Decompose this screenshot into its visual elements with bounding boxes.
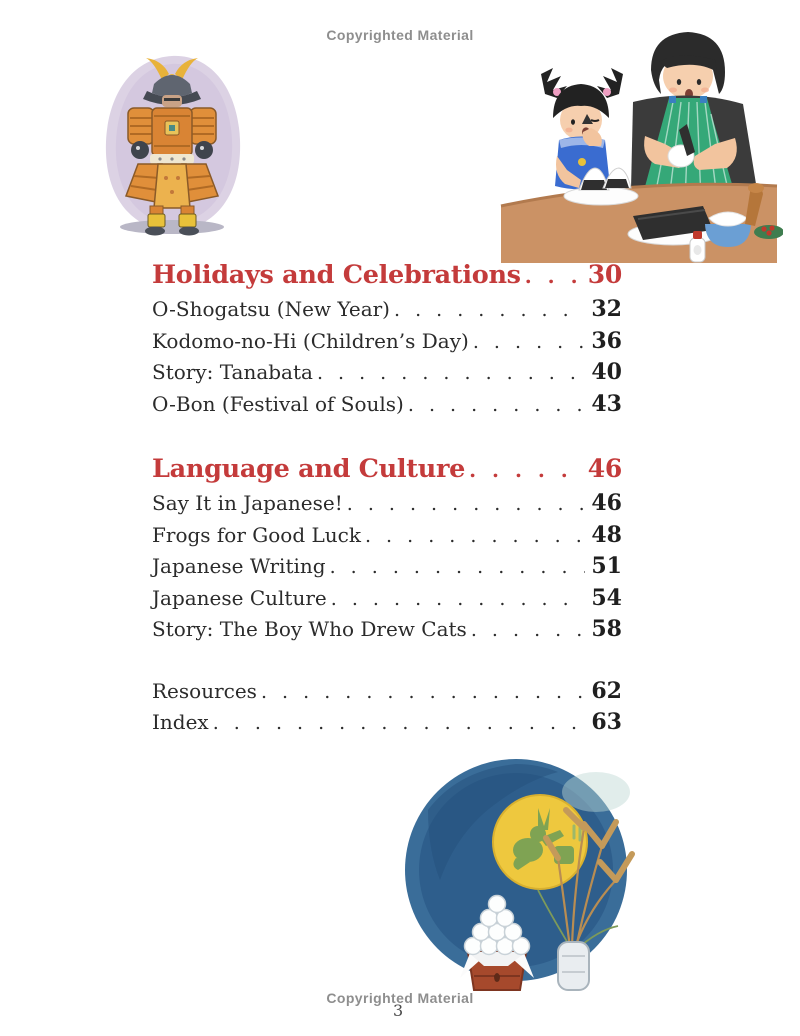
toc-entry xyxy=(152,551,622,583)
toc-section-holidays xyxy=(152,256,622,420)
toc-heading xyxy=(152,450,622,488)
toc-entry-page: 43 xyxy=(591,390,622,417)
samurai-armor-illustration xyxy=(92,50,252,240)
toc-entry-page: 46 xyxy=(591,490,622,516)
dot-leader xyxy=(261,677,585,709)
dot-leader xyxy=(365,521,585,553)
dot-leader xyxy=(471,615,586,647)
tsukimi-moon-rabbit-illustration xyxy=(388,750,650,992)
toc-entry xyxy=(152,326,622,358)
toc-heading-page: 30 xyxy=(587,260,622,289)
toc-section-backmatter xyxy=(152,676,622,739)
copyright-notice-top: Copyrighted Material xyxy=(326,27,474,43)
toc-entry xyxy=(152,614,622,646)
toc-heading-title: Holidays and Celebrations xyxy=(152,260,521,290)
toc-entry-title: Index xyxy=(152,710,209,734)
dot-leader xyxy=(347,489,586,521)
dot-leader xyxy=(331,584,586,616)
toc-entry xyxy=(152,676,622,708)
toc-entry xyxy=(152,357,622,389)
toc-entry-page: 54 xyxy=(591,584,622,611)
toc-entry xyxy=(152,389,622,421)
toc-heading xyxy=(152,256,622,294)
toc-entry-page: 32 xyxy=(591,296,622,322)
dot-leader xyxy=(394,295,585,327)
toc-entry-page: 58 xyxy=(591,616,622,642)
toc-entry-title: Japanese Writing xyxy=(152,554,326,578)
dot-leader xyxy=(213,708,586,740)
copyright-notice-bottom: Copyrighted Material xyxy=(326,990,474,1006)
toc-entry-title: O-Bon (Festival of Souls) xyxy=(152,391,404,416)
toc-entry-title: Story: The Boy Who Drew Cats xyxy=(152,617,467,641)
toc-entry-page: 51 xyxy=(591,553,622,579)
dot-leader xyxy=(473,327,586,359)
toc-entry xyxy=(152,707,622,739)
dot-leader xyxy=(330,552,586,584)
toc-entry-title: Frogs for Good Luck xyxy=(152,522,361,547)
page-number: 3 xyxy=(393,1001,404,1020)
dot-leader xyxy=(408,390,586,422)
toc-entry-title: Kodomo-no-Hi (Children’s Day) xyxy=(152,328,469,353)
toc-entry xyxy=(152,583,622,615)
toc-entry-title: Say It in Japanese! xyxy=(152,491,343,515)
toc-heading-page: 46 xyxy=(587,454,622,483)
mother-and-child-cooking-illustration xyxy=(483,28,783,263)
dot-leader xyxy=(317,358,585,390)
toc-entry-title: Resources xyxy=(152,678,257,703)
toc-entry-title: Story: Tanabata xyxy=(152,360,313,384)
toc-entry xyxy=(152,294,622,326)
table-of-contents xyxy=(152,256,622,769)
toc-entry xyxy=(152,488,622,520)
toc-entry-page: 36 xyxy=(591,327,622,354)
dot-leader xyxy=(469,451,582,489)
toc-entry-page: 40 xyxy=(591,359,622,385)
dot-leader xyxy=(525,257,582,295)
toc-entry xyxy=(152,520,622,552)
toc-entry-title: Japanese Culture xyxy=(152,585,327,610)
toc-entry-title: O-Shogatsu (New Year) xyxy=(152,297,390,321)
toc-entry-page: 62 xyxy=(591,677,622,704)
toc-heading-title: Language and Culture xyxy=(152,454,466,484)
toc-entry-page: 48 xyxy=(591,521,622,548)
toc-section-language xyxy=(152,450,622,646)
toc-entry-page: 63 xyxy=(591,709,622,735)
